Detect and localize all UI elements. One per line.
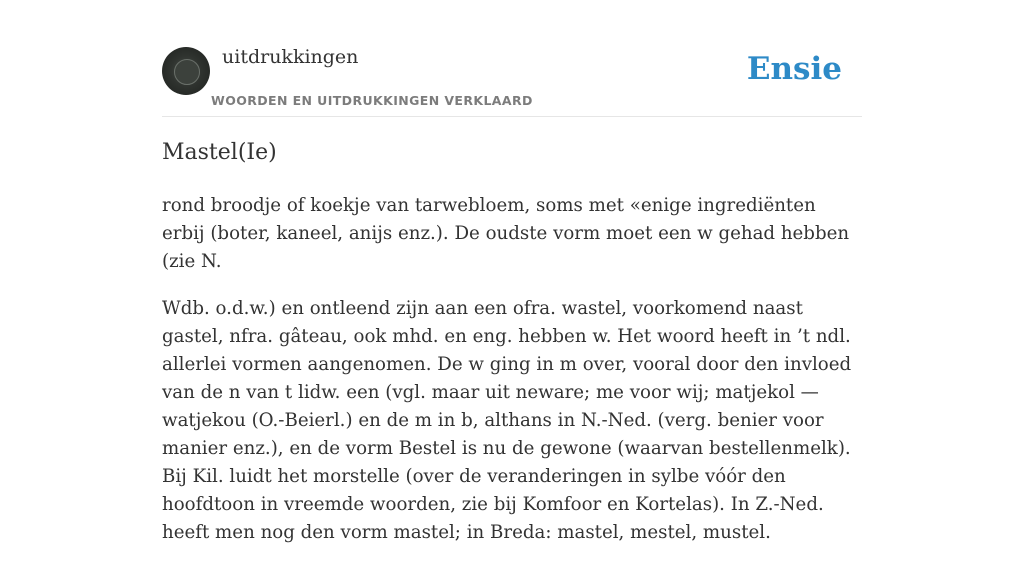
page-title: Mastel(Ie) — [162, 140, 277, 165]
avatar-emblem — [174, 59, 200, 85]
definition-paragraph-2: Wdb. o.d.w.) en ontleend zijn aan een ofra. wastel, voorkomend naast gastel, nfra. gâteau, ook mhd. en eng. hebben w. Het woord heeft in ’t ndl. allerlei vormen aangenomen. De w ging in m over, vooral door den invloed van de n van t lidw. een (vgl. maar uit neware; me voor wij; matjekol — watjekou (O.-Beierl.) en de m in b, althans in N.-Ned. (verg. benier voor manier enz.), en de vorm Bestel is nu de gewone (waarvan bestellenmelk). Bij Kil. luidt het morstelle (over de veranderingen in sylbe vóór den hoofdtoon in vreemde woorden, zie bij Komfoor en Kortelas). In Z.-Ned. heeft men nog den vorm mastel; in Breda: mastel, mestel, mustel. — [162, 298, 852, 543]
definition-paragraph-1: rond broodje of koekje van tarwebloem, soms met «enige ingrediënten erbij (boter, kaneel, anijs enz.). De oudste vorm moet een w gehad hebben (zie N. — [162, 195, 850, 272]
site-name[interactable]: uitdrukkingen — [222, 46, 359, 68]
definition-body — [162, 192, 862, 566]
site-tagline: WOORDEN EN UITDRUKKINGEN VERKLAARD — [211, 93, 533, 108]
brand-logo[interactable]: Ensie — [746, 51, 842, 87]
site-header — [162, 46, 862, 117]
avatar[interactable] — [162, 47, 210, 95]
